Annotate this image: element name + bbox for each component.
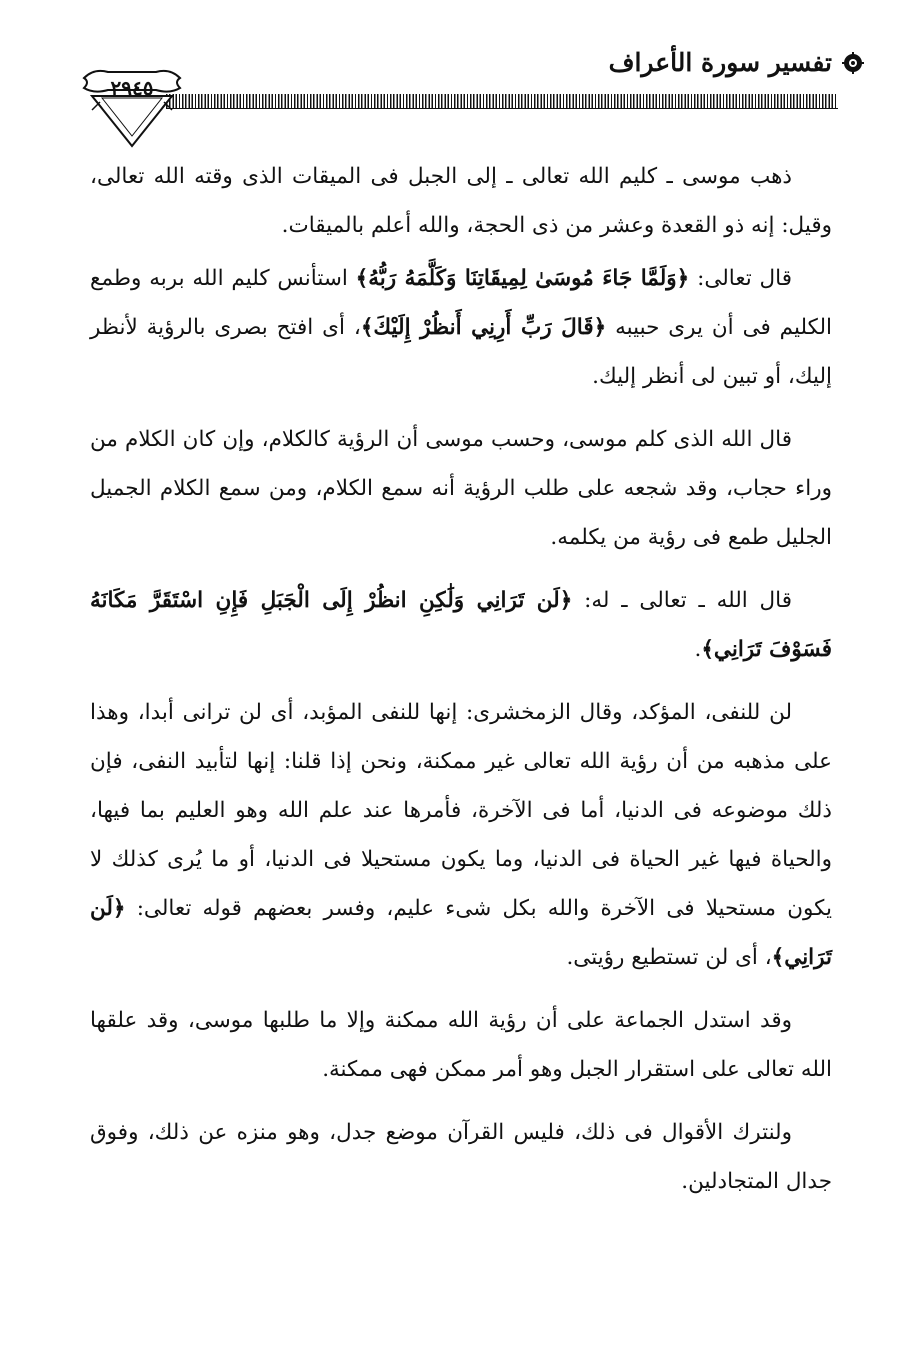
paragraph-text: استأنس كليم الله بربه وطمع الكليم فى أن يرى حبيبه [90,266,832,340]
paragraph [90,576,832,674]
paragraph-text: . [694,637,702,662]
paragraph-text: ، أى لن تستطيع رؤيتى. [566,945,772,970]
paragraph-text: قال الله الذى كلم موسى، وحسب موسى أن الرؤية كالكلام، وإن كان الكلام من وراء حجاب، وقد شجعه على طلب الرؤية أنه سمع الكلام، ومن سمع الكلام الجميل الجليل طمع فى رؤية من يكلمه. [90,427,832,550]
paragraph-text: وقد استدل الجماعة على أن رؤية الله ممكنة وإلا ما طلبها موسى، وقد علقها الله تعالى على استقرار الجبل وهو أمر ممكن فهى ممكنة. [90,1008,832,1082]
page-number: ٢٩٤٥ [110,76,154,100]
paragraph [90,152,832,250]
paragraph [90,254,832,401]
page-header [0,0,922,150]
paragraph [90,415,832,562]
header-rule-line [166,108,838,109]
paragraph-text: ولنترك الأقوال فى ذلك، فليس القرآن موضع جدل، وهو منزه عن ذلك، وفوق جدال المتجادلين. [90,1120,832,1194]
paragraph [90,996,832,1094]
flower-ornament-icon [842,52,864,74]
paragraph-text: قال تعالى: [689,266,792,291]
paragraph-text: ، أى افتح بصرى بالرؤية لأنظر إليك، أو تبين لى أنظر إليك. [90,315,832,389]
running-title: تفسير سورة الأعراف [608,48,832,77]
header-rule [166,94,838,108]
paragraph [90,1108,832,1206]
page-body [90,152,832,1220]
paragraph-text: لن للنفى، المؤكد، وقال الزمخشرى: إنها للنفى المؤبد، أى لن ترانى أبدا، وهذا على مذهبه من أن رؤية الله تعالى غير ممكنة، ونحن إذا قلنا: إنها لتأبيد النفى، فإن ذلك موضوعه فى الدنيا، أما فى الآخرة، فأمرها عند علم الله وهو العليم بما فيها، والحياة فيها غير الحياة فى الدنيا، وما يكون مستحيلا فى الدنيا، أو ما يُرى كذلك لا يكون مستحيلا فى الآخرة والله بكل شىء عليم، وفسر بعضهم قوله تعالى: [90,700,832,921]
quran-verse: ﴿لَن تَرَانِي وَلَٰكِنِ انظُرْ إِلَى الْجَبَلِ فَإِنِ اسْتَقَرَّ مَكَانَهُ فَسَوْفَ تَرَانِي﴾ [90,588,832,662]
paragraph-text: ذهب موسى ـ كليم الله تعالى ـ إلى الجبل فى الميقات الذى وقته الله تعالى، وقيل: إنه ذو القعدة وعشر من ذى الحجة، والله أعلم بالميقات. [90,164,832,238]
quran-verse: ﴿لَن تَرَانِي﴾ [90,896,832,970]
quran-verse: ﴿وَلَمَّا جَاءَ مُوسَىٰ لِمِيقَاتِنَا وَكَلَّمَهُ رَبُّهُ﴾ [355,266,690,291]
paragraph-text: قال الله ـ تعالى ـ له: [572,588,793,613]
quran-verse: ﴿قَالَ رَبِّ أَرِنِي أَنظُرْ إِلَيْكَ﴾ [360,315,607,340]
paragraph [90,688,832,982]
